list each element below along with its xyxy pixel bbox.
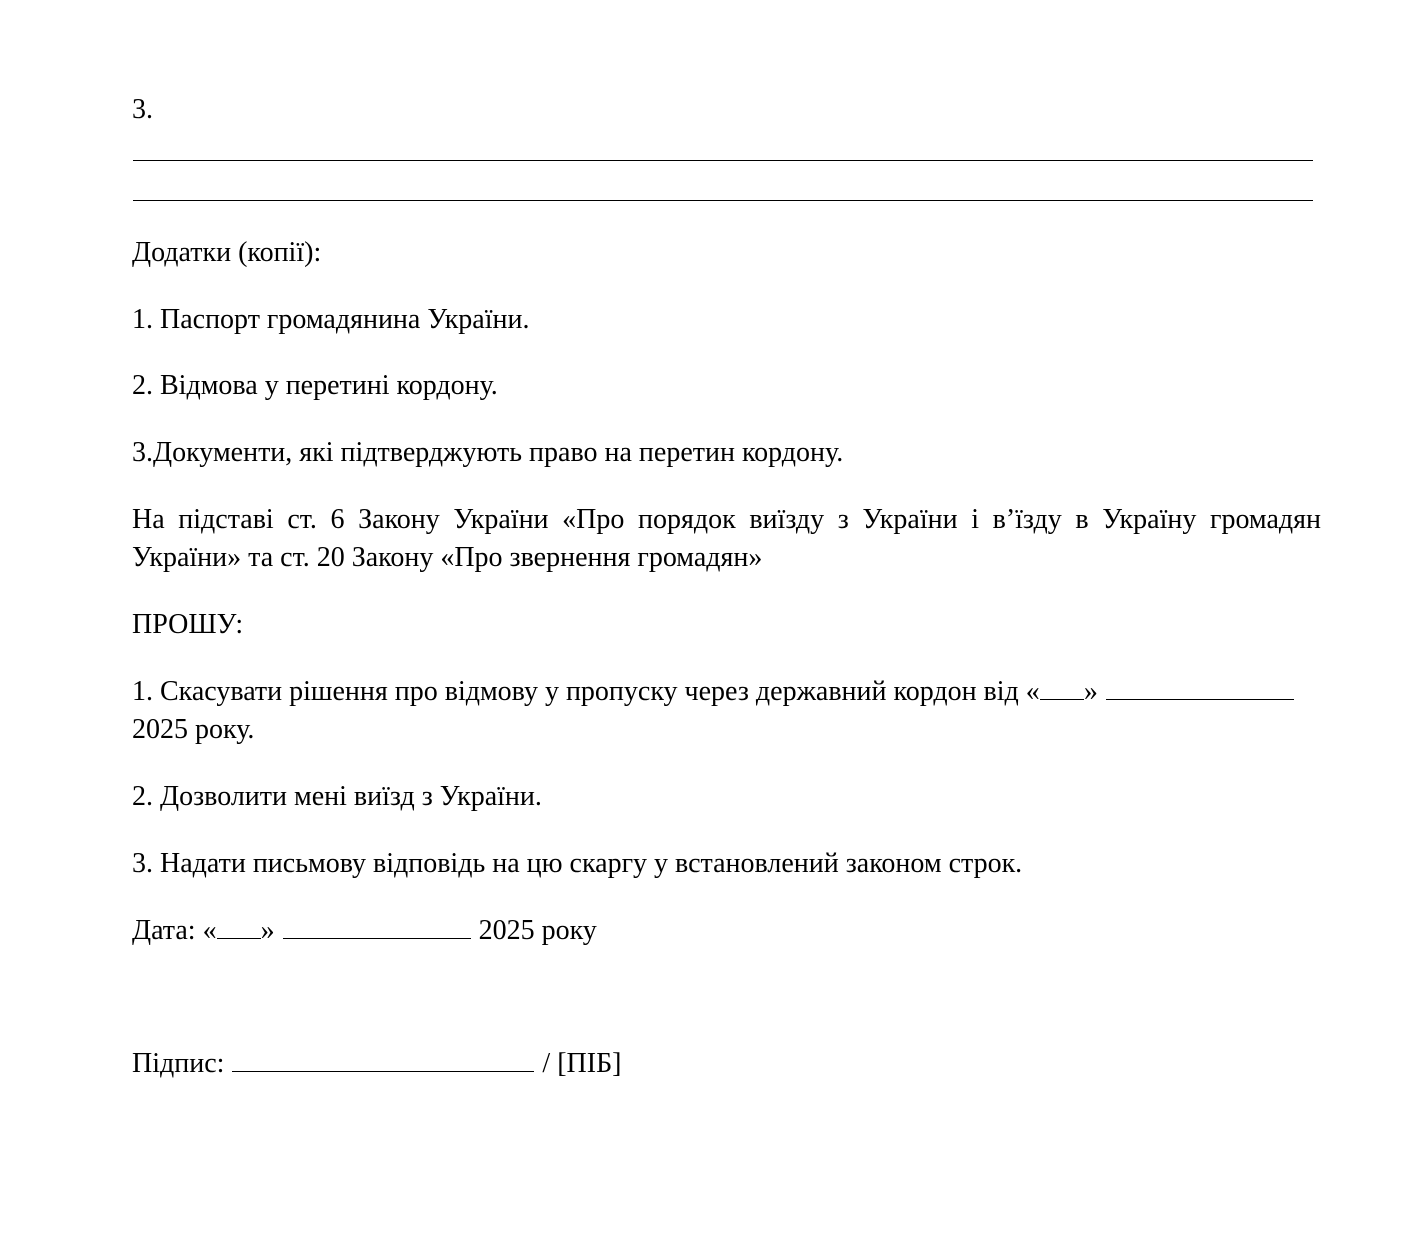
- request-item-2: 2. Дозволити мені виїзд з України.: [132, 781, 542, 812]
- attachment-item-2: 2. Відмова у перетині кордону.: [132, 370, 498, 401]
- date-day-blank[interactable]: [217, 916, 261, 939]
- date-line: [132, 913, 597, 949]
- blank-line-1[interactable]: [133, 160, 1313, 161]
- month-blank[interactable]: [1106, 677, 1294, 700]
- request-heading: ПРОШУ:: [132, 609, 244, 640]
- request-item-1-line-2: 2025 року.: [132, 714, 255, 745]
- request-item-3: 3. Надати письмову відповідь на цю скаргу у встановлений законом строк.: [132, 848, 1023, 879]
- signature-suffix: / [ПІБ]: [542, 1048, 622, 1079]
- attachment-item-1: 1. Паспорт громадянина України.: [132, 304, 530, 335]
- item-3-number: 3.: [132, 94, 153, 125]
- request-item-1: [132, 674, 1321, 710]
- request-item-1-text: 1. Скасувати рішення про відмову у пропуску через державний кордон від «: [132, 676, 1040, 707]
- basis-line-1: На підставі ст. 6 Закону України «Про порядок виїзду з України і в’їзду в Україну громадян: [132, 504, 1321, 535]
- date-year: 2025 року: [478, 915, 597, 946]
- signature-label: Підпис:: [132, 1048, 225, 1079]
- date-label: Дата: «: [132, 915, 217, 946]
- date-quote-close: »: [260, 915, 275, 946]
- signature-line: [132, 1046, 621, 1082]
- date-month-blank[interactable]: [283, 916, 471, 939]
- basis-line-2: України» та ст. 20 Закону «Про звернення громадян»: [132, 542, 763, 573]
- signature-blank[interactable]: [232, 1049, 534, 1072]
- attachment-item-3: 3.Документи, які підтверджують право на перетин кордону.: [132, 437, 844, 468]
- blank-line-2[interactable]: [133, 200, 1313, 201]
- day-blank[interactable]: [1040, 677, 1084, 700]
- quote-close: »: [1083, 676, 1098, 707]
- attachments-heading: Додатки (копії):: [132, 237, 322, 268]
